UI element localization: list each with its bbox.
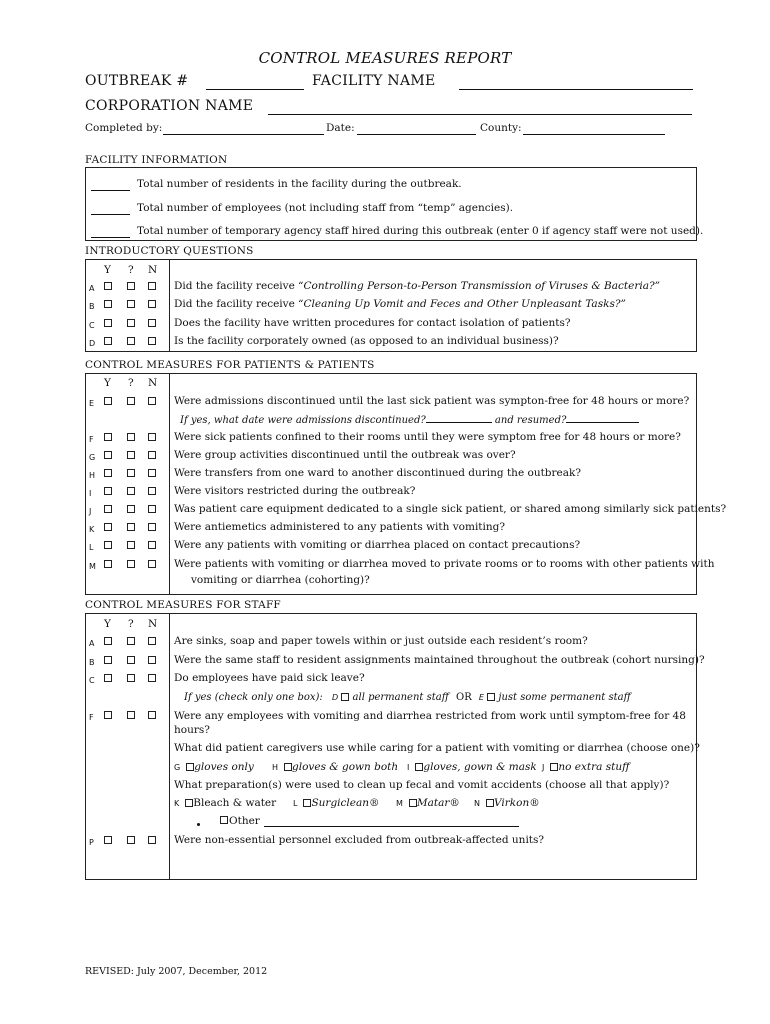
intro-3-no-checkbox[interactable] [148,337,156,345]
preparation-checkbox[interactable] [486,799,494,807]
row-letter: B [89,658,95,667]
county-field[interactable] [523,134,665,135]
preparation-checkbox[interactable] [409,799,417,807]
staff-f-unknown-checkbox[interactable] [127,711,135,719]
patient-4-yes-checkbox[interactable] [104,487,112,495]
option-letter: H [272,763,279,772]
caregiver-checkbox[interactable] [284,763,292,771]
staff-question-p: Were non-essential personnel excluded from outbreak-affected units? [174,834,545,846]
patient-3-no-checkbox[interactable] [148,469,156,477]
staff-question-f-cont: hours? [174,724,210,736]
preparation-option [293,797,380,809]
patient-question: Were visitors restricted during the outbreak? [174,485,416,497]
caregivers-question: What did patient caregivers use while caring for a patient with vomiting or diarrhea (choose one)? [174,742,700,754]
intro-1-unknown-checkbox[interactable] [127,300,135,308]
staff-1-yes-checkbox[interactable] [104,656,112,664]
patient-1-yes-checkbox[interactable] [104,433,112,441]
column-divider [169,259,170,352]
intro-1-no-checkbox[interactable] [148,300,156,308]
option-letter: E [478,693,484,702]
option-letter: G [174,763,181,772]
patient-8-yes-checkbox[interactable] [104,560,112,568]
row-letter: A [89,284,95,293]
resumed-label: and resumed? [494,415,567,426]
row-letter: C [89,321,95,330]
row-letter: P [89,838,94,847]
col-no: N [148,377,158,389]
col-unknown: ? [128,264,134,276]
patient-1-no-checkbox[interactable] [148,433,156,441]
row-letter: E [89,399,95,408]
caregiver-option-label: no extra stuff [558,761,630,773]
preparations-question: What preparation(s) were used to clean up fecal and vomit accidents (choose all that apply)? [174,779,670,791]
patient-2-no-checkbox[interactable] [148,451,156,459]
staff-question: Are sinks, soap and paper towels within or just outside each resident’s room? [174,635,588,647]
corporation-name-label: CORPORATION NAME [85,98,254,114]
staff-question-f: Were any employees with vomiting and diarrhea restricted from work until symptom-free for 48 [174,710,686,722]
sick-leave-options [184,692,631,703]
staff-0-unknown-checkbox[interactable] [127,637,135,645]
preparation-option-label: Bleach & water [193,797,277,809]
resumed-date-field[interactable] [566,413,639,423]
patient-5-no-checkbox[interactable] [148,505,156,513]
patient-7-no-checkbox[interactable] [148,541,156,549]
row-letter: F [89,713,94,722]
patient-2-yes-checkbox[interactable] [104,451,112,459]
intro-3-unknown-checkbox[interactable] [127,337,135,345]
intro-2-no-checkbox[interactable] [148,319,156,327]
intro-heading: INTRODUCTORY QUESTIONS [85,245,254,257]
patient-7-unknown-checkbox[interactable] [127,541,135,549]
date-field[interactable] [357,134,476,135]
facility-info-heading: FACILITY INFORMATION [85,154,228,166]
patient-0-yes-checkbox[interactable] [104,397,112,405]
staff-heading: CONTROL MEASURES FOR STAFF [85,599,281,611]
staff-p-unknown-checkbox[interactable] [127,836,135,844]
option-letter: M [396,799,403,808]
patient-question: Were sick patients confined to their rooms until they were symptom free for 48 hours or more? [174,431,681,443]
staff-question: Were the same staff to resident assignments maintained throughout the outbreak (cohort nursing)? [174,654,705,666]
facility-name-field[interactable] [459,89,693,90]
caregiver-option-label: gloves & gown both [292,761,399,773]
col-yes: Y [104,264,111,276]
patient-1-unknown-checkbox[interactable] [127,433,135,441]
staff-f-yes-checkbox[interactable] [104,711,112,719]
option-letter: L [293,799,298,808]
option-letter: J [542,763,545,772]
staff-p-no-checkbox[interactable] [148,836,156,844]
some-permanent-label: just some permanent staff [498,692,631,703]
question-text: Does the facility have written procedures for contact isolation of patients? [174,317,571,329]
patient-3-unknown-checkbox[interactable] [127,469,135,477]
facility-info-item: Total number of residents in the facility during the outbreak. [137,178,462,190]
row-letter: C [89,676,95,685]
patient-0-no-checkbox[interactable] [148,397,156,405]
patient-5-unknown-checkbox[interactable] [127,505,135,513]
preparation-option-label: Surgiclean® [311,797,380,809]
intro-2-yes-checkbox[interactable] [104,319,112,327]
patient-question: Were transfers from one ward to another discontinued during the outbreak? [174,467,582,479]
bullet-icon [197,823,200,826]
patient-8-no-checkbox[interactable] [148,560,156,568]
revised-note: REVISED: July 2007, December, 2012 [85,966,268,977]
preparation-option-label: Virkon® [493,797,540,809]
option-letter: K [174,799,180,808]
option-letter: I [407,763,410,772]
caregiver-option-label: gloves, gown & mask [423,761,537,773]
or-label: OR [456,692,472,703]
patient-8-unknown-checkbox[interactable] [127,560,135,568]
patient-question: Was patient care equipment dedicated to a single sick patient, or shared among similarly sick patients? [174,503,727,515]
row-letter: B [89,302,95,311]
patient-question: Were any patients with vomiting or diarrhea placed on contact precautions? [174,539,581,551]
intro-0-unknown-checkbox[interactable] [127,282,135,290]
patients-heading: CONTROL MEASURES FOR PATIENTS & PATIENTS [85,359,375,371]
document-title-ref: “Cleaning Up Vomit and Feces and Other Unpleasant Tasks?” [298,298,626,310]
caregiver-checkbox[interactable] [186,763,194,771]
all-permanent-checkbox[interactable] [341,693,349,701]
col-no: N [148,264,158,276]
column-divider [169,373,170,595]
row-letter: K [89,525,95,534]
patient-6-yes-checkbox[interactable] [104,523,112,531]
facility-info-item: Total number of temporary agency staff hired during this outbreak (enter 0 if agency staff were not used). [137,225,704,237]
facility-info-item: Total number of employees (not including staff from “temp” agencies). [137,202,514,214]
caregiver-option-label: gloves only [194,761,254,773]
col-no: N [148,618,158,630]
column-divider [169,613,170,880]
other-label: Other [229,815,260,827]
outbreak-field[interactable] [206,89,304,90]
some-permanent-checkbox[interactable] [487,693,495,701]
row-letter: G [89,453,96,462]
patient-question: Were patients with vomiting or diarrhea moved to private rooms or to rooms with other patients with [174,558,715,570]
staff-1-unknown-checkbox[interactable] [127,656,135,664]
caregiver-option [272,761,398,773]
staff-2-no-checkbox[interactable] [148,674,156,682]
row-letter: M [89,562,96,571]
caregiver-option [407,761,537,773]
staff-f-no-checkbox[interactable] [148,711,156,719]
completed-by-field[interactable] [163,134,324,135]
staff-0-yes-checkbox[interactable] [104,637,112,645]
intro-1-yes-checkbox[interactable] [104,300,112,308]
intro-0-no-checkbox[interactable] [148,282,156,290]
staff-1-no-checkbox[interactable] [148,656,156,664]
question-text: Is the facility corporately owned (as opposed to an individual business)? [174,335,559,347]
staff-0-no-checkbox[interactable] [148,637,156,645]
row-letter: D [89,339,96,348]
row-letter: F [89,435,94,444]
staff-question: Do employees have paid sick leave? [174,672,365,684]
patient-6-no-checkbox[interactable] [148,523,156,531]
patient-3-yes-checkbox[interactable] [104,469,112,477]
intro-question [174,298,626,310]
patient-2-unknown-checkbox[interactable] [127,451,135,459]
preparation-option [396,797,460,809]
row-letter: A [89,639,95,648]
question-m-continuation: vomiting or diarrhea (cohorting)? [191,574,370,586]
caregiver-option [542,761,630,773]
patient-4-no-checkbox[interactable] [148,487,156,495]
option-letter: D [331,693,339,702]
staff-2-unknown-checkbox[interactable] [127,674,135,682]
intro-3-yes-checkbox[interactable] [104,337,112,345]
preparation-option [174,797,276,809]
row-letter: L [89,543,94,552]
facility-name-label: FACILITY NAME [312,73,436,89]
question-text: Did the facility receive [174,280,299,292]
other-field[interactable] [264,826,519,827]
form-title: CONTROL MEASURES REPORT [258,49,512,67]
other-checkbox[interactable] [220,816,228,824]
all-permanent-label: all permanent staff [352,692,449,703]
patient-question: Were antiemetics administered to any patients with vomiting? [174,521,505,533]
col-yes: Y [104,618,111,630]
corporation-name-field[interactable] [268,114,692,115]
admissions-followup [180,413,639,426]
county-label: County: [480,122,522,134]
outbreak-label: OUTBREAK # [85,73,189,89]
intro-0-yes-checkbox[interactable] [104,282,112,290]
preparation-option-label: Matar® [416,797,460,809]
row-letter: H [89,471,96,480]
ifyes-label: If yes, what date were admissions discontinued? [180,415,426,426]
intro-question [174,280,660,292]
ifyes-check-one: If yes (check only one box): [184,692,323,703]
row-letter: J [89,507,92,516]
patient-question: Were group activities discontinued until the outbreak was over? [174,449,516,461]
option-letter: N [474,799,480,808]
patient-0-unknown-checkbox[interactable] [127,397,135,405]
date-label: Date: [326,122,355,134]
completed-by-label: Completed by: [85,122,163,134]
discontinued-date-field[interactable] [426,413,492,423]
caregiver-option [174,761,254,773]
question-text: Did the facility receive [174,298,299,310]
staff-2-yes-checkbox[interactable] [104,674,112,682]
temp-staff-count-field[interactable] [91,237,130,238]
patient-question: Were admissions discontinued until the last sick patient was sympton-free for 48 hours or more? [174,395,690,407]
col-unknown: ? [128,377,134,389]
preparation-option [474,797,540,809]
patient-5-yes-checkbox[interactable] [104,505,112,513]
intro-2-unknown-checkbox[interactable] [127,319,135,327]
col-unknown: ? [128,618,134,630]
col-yes: Y [104,377,111,389]
document-title-ref: “Controlling Person-to-Person Transmission of Viruses & Bacteria?” [298,280,660,292]
row-letter: I [89,489,92,498]
staff-p-yes-checkbox[interactable] [104,836,112,844]
intro-question [174,317,570,329]
patient-4-unknown-checkbox[interactable] [127,487,135,495]
patient-7-yes-checkbox[interactable] [104,541,112,549]
intro-question [174,335,559,347]
residents-count-field[interactable] [91,190,130,191]
employees-count-field[interactable] [91,214,130,215]
patient-6-unknown-checkbox[interactable] [127,523,135,531]
